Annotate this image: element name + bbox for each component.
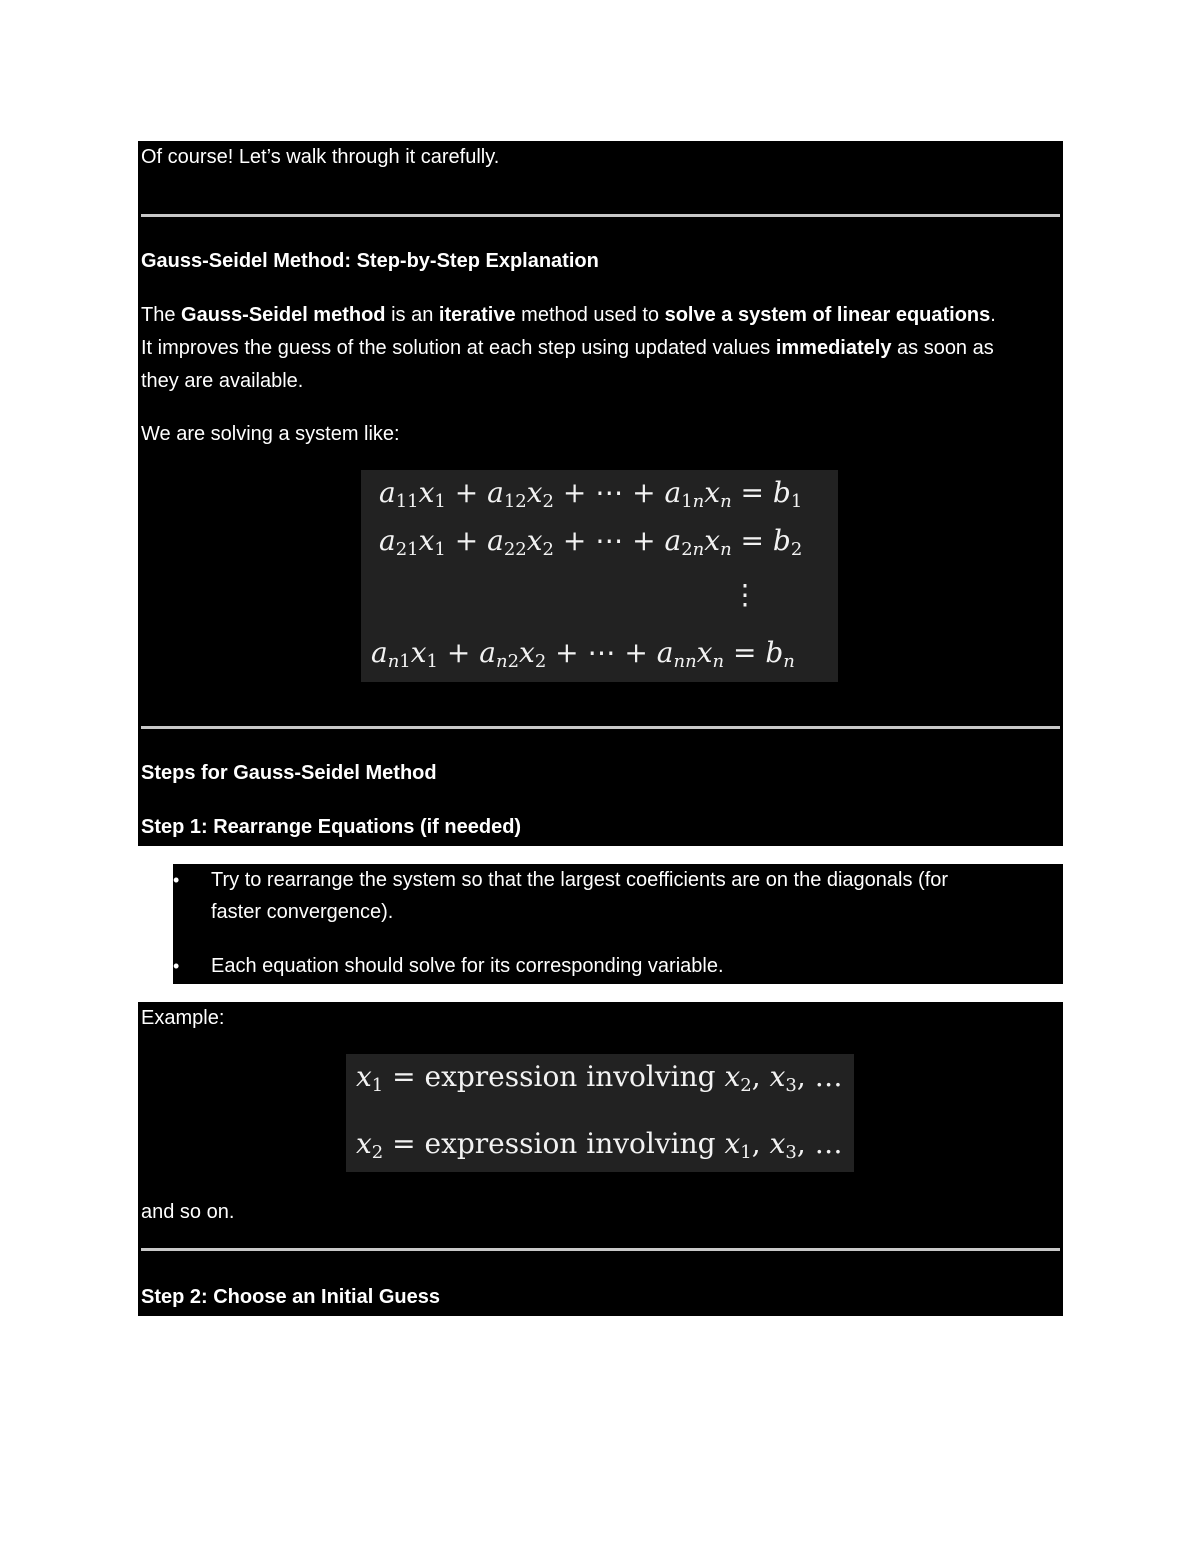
bullet-marker: • bbox=[173, 956, 180, 976]
step1-bullets-block bbox=[173, 864, 1063, 984]
example-block bbox=[138, 1002, 1063, 1316]
divider bbox=[141, 1248, 1060, 1251]
bullet-item-2: Each equation should solve for its corresponding variable. bbox=[211, 955, 724, 977]
example-equations: $x_1$ = expression involving $x_2$, $x_3$, … $x_2$ = expression involving $x_1$, $x_3$, … bbox=[346, 1054, 854, 1172]
linear-system-equations: $a_{11}x_1 + a_{12}x_2$ + ⋯ + $a_{1n}x_n = b_1$ $a_{21}x_1 + a_{22}x_2$ + ⋯ + $a_{2n}x_n = b_2$ ⋮ $a_{n1}x_1 + a_{n2}x_2$ + ⋯ + $a_{nn}x_n = b_n$ bbox=[361, 470, 838, 682]
example-label: Example: bbox=[141, 1007, 225, 1029]
steps-title: Steps for Gauss-Seidel Method bbox=[141, 762, 437, 784]
description-line-2: It improves the guess of the solution at each step using updated values immediately as soon as bbox=[141, 337, 994, 359]
description-line-3: they are available. bbox=[141, 370, 304, 392]
section-title: Gauss-Seidel Method: Step-by-Step Explanation bbox=[141, 250, 599, 272]
divider bbox=[141, 726, 1060, 729]
intro-block bbox=[138, 141, 1063, 846]
and-so-on: and so on. bbox=[141, 1201, 235, 1223]
intro-text: Of course! Let’s walk through it carefully. bbox=[141, 146, 500, 168]
divider bbox=[141, 214, 1060, 217]
system-intro: We are solving a system like: bbox=[141, 423, 400, 445]
description-line-1: The Gauss-Seidel method is an iterative method used to solve a system of linear equations. bbox=[141, 304, 996, 326]
step1-title: Step 1: Rearrange Equations (if needed) bbox=[141, 816, 522, 838]
bullet-marker: • bbox=[173, 870, 180, 890]
step2-title: Step 2: Choose an Initial Guess bbox=[141, 1286, 440, 1308]
bullet-item-1: Try to rearrange the system so that the largest coefficients are on the diagonals (for faster convergence). bbox=[211, 869, 949, 923]
